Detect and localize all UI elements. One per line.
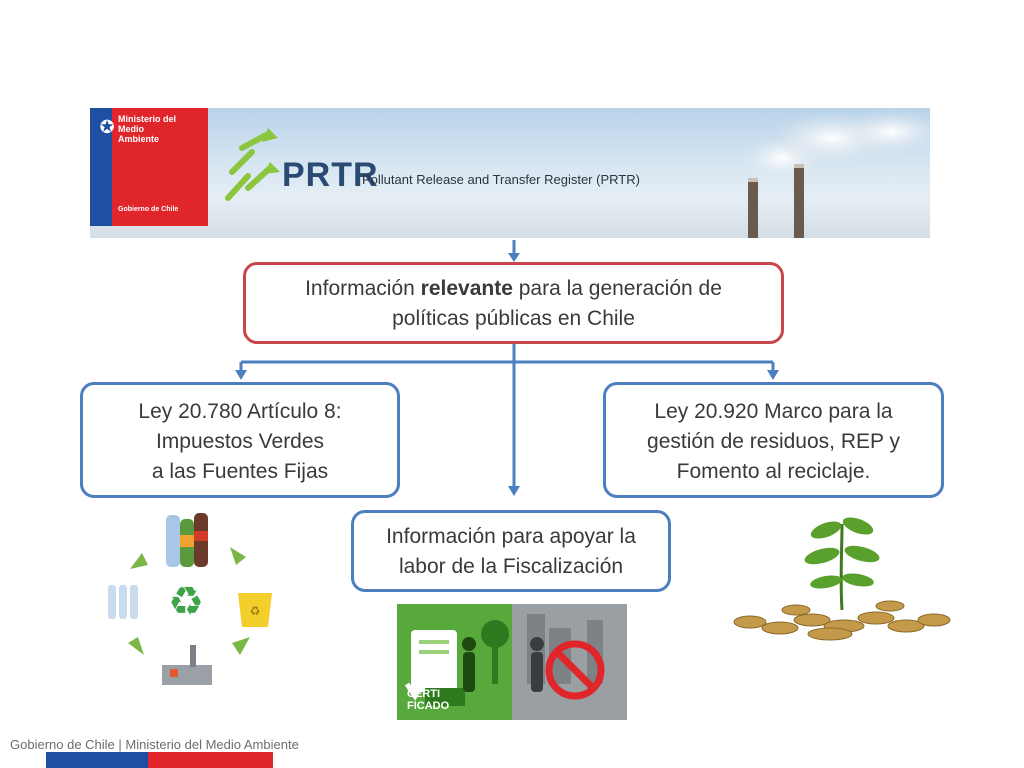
- svg-text:♻: ♻: [249, 604, 261, 618]
- waste-law-box: Ley 20.920 Marco para la gestión de residuos, REP y Fomento al reciclaje.: [603, 382, 944, 498]
- prtr-logo-text: PRTR: [282, 156, 379, 194]
- enforcement-box: Información para apoyar la labor de la Fiscalización: [351, 510, 671, 592]
- main-info-line2: políticas públicas en Chile: [392, 307, 635, 330]
- highlight-word: relevante: [420, 277, 513, 300]
- footer-red-stripe: [148, 752, 273, 768]
- footer-text: Gobierno de Chile | Ministerio del Medio Ambiente: [10, 737, 299, 752]
- svg-text:♻: ♻: [168, 579, 204, 625]
- government-name: Gobierno de Chile: [118, 206, 179, 213]
- recycling-cycle-image: [100, 505, 285, 690]
- main-info-line1: Información relevante para la generación de: [305, 277, 722, 300]
- green-taxes-box: Ley 20.780 Artículo 8: Impuestos Verdes a las Fuentes Fijas: [80, 382, 400, 498]
- prtr-subtitle: Pollutant Release and Transfer Register (PRTR): [362, 172, 640, 187]
- footer-blue-stripe: [46, 752, 148, 768]
- main-info-box: [243, 262, 784, 344]
- coat-of-arms-icon: ✪: [99, 117, 115, 137]
- enforcement-image: [397, 604, 627, 720]
- certificate-label: CERTI FICADO: [407, 688, 450, 712]
- plant-coins-image: [730, 510, 952, 642]
- ministry-name: Ministerio del Medio Ambiente: [118, 114, 177, 144]
